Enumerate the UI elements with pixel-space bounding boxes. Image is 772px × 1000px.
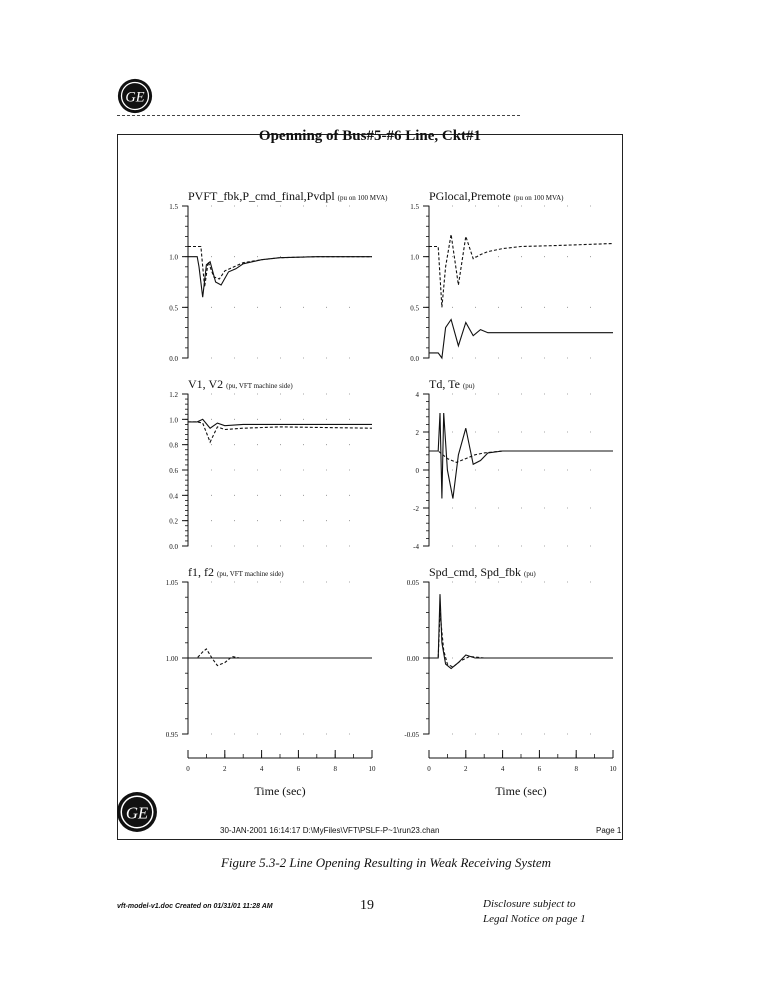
- p4-ytick-label: 4: [415, 391, 419, 399]
- p6-xtick-label: 2: [464, 765, 468, 773]
- p4-title-main: Td, Te: [429, 377, 460, 391]
- p5-title: [188, 565, 284, 579]
- p5-xlabel: Time (sec): [254, 784, 306, 798]
- p5-ytick-label: 1.05: [165, 579, 178, 587]
- page-label: Page 1: [596, 826, 622, 835]
- p3-ytick-label: 0.8: [169, 441, 178, 450]
- p6-xtick-label: 0: [427, 765, 431, 773]
- p4-ytick-label: -2: [413, 505, 419, 513]
- p2-series-pglocal: [429, 234, 613, 307]
- page-number: 19: [360, 898, 374, 913]
- p3-title: [188, 377, 293, 391]
- p1-ytick-label: 1.0: [169, 253, 178, 262]
- p1-title: [188, 189, 388, 203]
- p3-title-main: V1, V2: [188, 377, 224, 391]
- disclosure-line-1: Disclosure subject to: [483, 898, 576, 910]
- p6-ytick-label: 0.05: [406, 579, 419, 587]
- p4-ytick-label: -4: [413, 543, 419, 551]
- p5-series-f2: [188, 649, 372, 666]
- p6-subtitle: (pu): [524, 570, 536, 578]
- p1-subtitle: (pu on 100 MVA): [337, 194, 388, 202]
- p6-title-main: Spd_cmd, Spd_fbk: [429, 565, 522, 579]
- p2-title-main: PGlocal,Premote: [429, 189, 511, 203]
- p2-series-premote: [429, 320, 613, 359]
- p4-series-te: [429, 451, 613, 462]
- p5-ytick-label: 1.00: [165, 655, 178, 663]
- p4-title: [429, 377, 475, 391]
- p6-series-spd-fbk: [429, 612, 613, 667]
- p5-xtick-label: 4: [259, 765, 264, 773]
- p3-ytick-label: 0.0: [169, 543, 178, 551]
- ge-logo-icon: [116, 791, 158, 833]
- run-info: 30-JAN-2001 16:14:17 D:\MyFiles\VFT\PSLF-P~1\run23.chan: [220, 826, 440, 835]
- p5-subtitle: (pu, VFT machine side): [217, 570, 284, 578]
- p4-subtitle: (pu): [462, 382, 475, 390]
- p3-ytick-label: 1.0: [169, 416, 178, 425]
- p2-ytick-label: 1.5: [410, 203, 419, 211]
- p6-xtick-label: 6: [537, 765, 542, 773]
- p3-ytick-label: 1.2: [169, 391, 178, 399]
- p1-ytick-label: 0.5: [169, 304, 178, 313]
- p3-ytick-label: 0.6: [169, 467, 178, 475]
- p4-series-td: [429, 413, 613, 499]
- logo-text: GE: [125, 89, 145, 106]
- p6-xlabel: Time (sec): [495, 784, 547, 798]
- p3-ytick-label: 0.2: [169, 517, 178, 526]
- p2-ytick-label: 0.5: [410, 304, 419, 313]
- p2-ytick-label: 1.0: [410, 253, 419, 262]
- p3-subtitle: (pu, VFT machine side): [226, 382, 293, 390]
- p4-ytick-label: 0: [415, 467, 419, 475]
- disclosure-line-2: Legal Notice on page 1: [483, 913, 586, 925]
- p6-xtick-label: 4: [500, 765, 505, 773]
- doc-id: vft-model-v1.doc Created on 01/31/01 11:28 AM: [117, 903, 273, 910]
- p1-title-main: PVFT_fbk,P_cmd_final,Pvdpl: [188, 189, 335, 203]
- p1-ytick-label: 1.5: [169, 203, 178, 211]
- p2-ytick-label: 0.0: [410, 355, 419, 363]
- p5-xtick-label: 0: [186, 765, 190, 773]
- p5-xtick-label: 8: [333, 765, 337, 773]
- p6-ytick-label: -0.05: [404, 731, 419, 739]
- p6-xtick-label: 10: [609, 765, 617, 773]
- p5-title-main: f1, f2: [188, 565, 214, 579]
- p4-ytick-label: 2: [415, 429, 419, 437]
- p2-title: [429, 189, 564, 203]
- figure-caption: Figure 5.3-2 Line Opening Resulting in Weak Receiving System: [220, 855, 552, 870]
- p1-ytick-label: 0.0: [169, 355, 178, 363]
- p2-subtitle: (pu on 100 MVA): [513, 194, 564, 202]
- p5-xtick-label: 2: [223, 765, 227, 773]
- p5-xtick-label: 10: [368, 765, 376, 773]
- logo-text: GE: [125, 803, 149, 823]
- p3-ytick-label: 0.4: [169, 492, 178, 501]
- p6-title: [429, 565, 536, 579]
- p5-ytick-label: 0.95: [165, 731, 178, 739]
- p5-xtick-label: 6: [296, 765, 301, 773]
- p6-xtick-label: 8: [574, 765, 578, 773]
- p6-series-spd-cmd: [429, 594, 613, 668]
- chart-title: Openning of Bus#5-#6 Line, Ckt#1: [258, 128, 482, 144]
- p6-ytick-label: 0.00: [406, 655, 419, 663]
- p1-series-pvft-fbk: [188, 257, 372, 298]
